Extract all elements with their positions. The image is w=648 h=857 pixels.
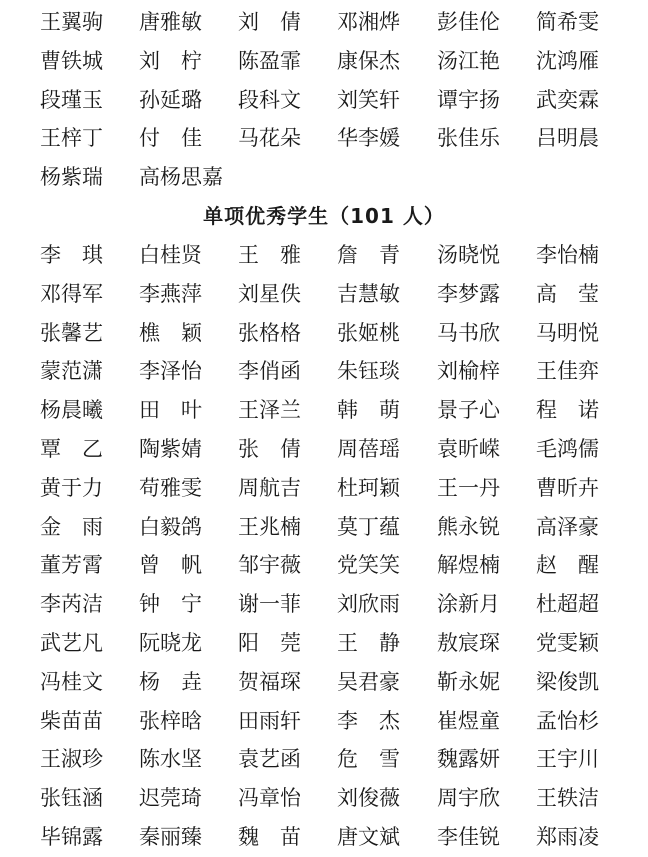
name-row <box>0 3 648 42</box>
student-name: 刘 柠 <box>139 48 202 73</box>
student-name: 梁俊凯 <box>536 669 599 694</box>
student-name: 周航吉 <box>238 475 301 500</box>
student-name: 敖宸琛 <box>437 630 500 655</box>
student-name: 阮晓龙 <box>139 630 202 655</box>
student-name: 谭宇扬 <box>437 87 500 112</box>
student-name: 杨 垚 <box>139 669 202 694</box>
name-row <box>0 779 648 818</box>
student-name: 王佳弈 <box>536 359 599 384</box>
student-name: 沈鸿雁 <box>536 48 599 73</box>
student-name: 魏露妍 <box>437 747 500 772</box>
student-name: 李燕萍 <box>139 281 202 306</box>
student-name: 王 静 <box>337 630 400 655</box>
student-name: 段科文 <box>238 87 301 112</box>
student-name: 魏 苗 <box>238 824 301 849</box>
student-name: 程 诺 <box>536 398 599 423</box>
student-name: 杜珂颖 <box>337 475 400 500</box>
student-name: 迟莞琦 <box>139 786 202 811</box>
student-name: 覃 乙 <box>40 436 103 461</box>
student-name: 张佳乐 <box>437 126 500 151</box>
student-name: 汤晓悦 <box>437 243 500 267</box>
student-name: 党雯颖 <box>536 630 599 655</box>
student-name: 刘星佚 <box>238 281 301 306</box>
student-name: 袁昕嵘 <box>437 436 500 461</box>
student-name: 金 雨 <box>40 514 103 539</box>
student-name: 高杨思嘉 <box>139 165 223 190</box>
student-name: 韩 萌 <box>337 398 400 423</box>
student-name: 孟怡杉 <box>536 708 599 733</box>
name-row <box>0 42 648 81</box>
student-name: 靳永妮 <box>437 669 500 694</box>
name-row <box>0 469 648 508</box>
student-name: 吴君豪 <box>337 669 400 694</box>
student-name: 王 雅 <box>238 243 301 267</box>
student-name: 王一丹 <box>437 475 500 500</box>
student-name: 刘欣雨 <box>337 592 400 617</box>
name-row <box>0 508 648 547</box>
student-name: 吉慧敏 <box>337 281 400 306</box>
student-name: 张梓晗 <box>139 708 202 733</box>
name-row <box>0 624 648 663</box>
student-name: 王兆楠 <box>238 514 301 539</box>
student-name: 刘笑轩 <box>337 87 400 112</box>
student-name: 樵 颖 <box>139 320 202 345</box>
student-name: 白桂贤 <box>139 243 202 267</box>
student-name: 张馨艺 <box>40 320 103 345</box>
student-name <box>238 158 338 197</box>
student-name: 苟雅雯 <box>139 475 202 500</box>
student-name: 武奕霖 <box>536 87 599 112</box>
student-name: 王宇川 <box>536 747 599 772</box>
student-name: 张钰涵 <box>40 786 103 811</box>
student-name: 汤江艳 <box>437 48 500 73</box>
student-name: 李 琪 <box>40 243 103 267</box>
student-name: 段瑾玉 <box>40 87 103 112</box>
student-name: 王梓丁 <box>40 126 103 151</box>
student-name: 田雨轩 <box>238 708 301 733</box>
student-name: 李怡楠 <box>536 243 599 267</box>
student-name: 赵 醒 <box>536 553 599 578</box>
name-row <box>0 546 648 585</box>
student-name: 莫丁蕴 <box>337 514 400 539</box>
student-name: 邓得军 <box>40 281 103 306</box>
student-name: 周宇欣 <box>437 786 500 811</box>
student-name: 彭佳伦 <box>437 10 500 34</box>
student-name: 周蓓瑶 <box>337 436 400 461</box>
student-name: 邹宇薇 <box>238 553 301 578</box>
student-name: 柴苗苗 <box>40 708 103 733</box>
student-name: 白毅鸽 <box>139 514 202 539</box>
student-name: 钟 宁 <box>139 592 202 617</box>
name-row <box>0 818 648 857</box>
student-name: 唐雅敏 <box>139 10 202 34</box>
student-name: 马花朵 <box>238 126 301 151</box>
student-name: 曹铁城 <box>40 48 103 73</box>
name-row <box>0 158 648 197</box>
student-name: 杜超超 <box>536 592 599 617</box>
student-name: 李泽怡 <box>139 359 202 384</box>
student-name: 康保杰 <box>337 48 400 73</box>
student-name: 马书欣 <box>437 320 500 345</box>
student-name: 孙延璐 <box>139 87 202 112</box>
student-name: 王翼驹 <box>40 10 103 34</box>
student-name: 谢一菲 <box>238 592 301 617</box>
student-name <box>437 158 537 197</box>
student-name: 李梦露 <box>437 281 500 306</box>
student-name: 涂新月 <box>437 592 500 617</box>
student-name: 冯章怡 <box>238 786 301 811</box>
student-name: 李 杰 <box>337 708 400 733</box>
student-name: 党笑笑 <box>337 553 400 578</box>
single-item-excellent-student-list <box>0 236 648 857</box>
student-name: 张 倩 <box>238 436 301 461</box>
student-name: 冯桂文 <box>40 669 103 694</box>
student-name: 王泽兰 <box>238 398 301 423</box>
name-row <box>0 236 648 275</box>
student-name: 马明悦 <box>536 320 599 345</box>
student-name: 王淑珍 <box>40 747 103 772</box>
student-name: 吕明晨 <box>536 126 599 151</box>
name-row <box>0 391 648 430</box>
student-name: 黄于力 <box>40 475 103 500</box>
student-name: 贺福琛 <box>238 669 301 694</box>
student-name: 邓湘烨 <box>337 10 400 34</box>
name-row <box>0 119 648 158</box>
name-row <box>0 430 648 469</box>
name-row <box>0 81 648 120</box>
student-name: 李芮洁 <box>40 592 103 617</box>
student-name: 杨紫瑞 <box>40 165 103 190</box>
student-name: 付 佳 <box>139 126 202 151</box>
student-name: 王轶洁 <box>536 786 599 811</box>
name-row <box>0 663 648 702</box>
student-name: 刘俊薇 <box>337 786 400 811</box>
student-name: 崔煜童 <box>437 708 500 733</box>
student-name: 毕锦露 <box>40 824 103 849</box>
student-name: 郑雨凌 <box>536 824 599 849</box>
student-name: 袁艺函 <box>238 747 301 772</box>
student-name: 高泽豪 <box>536 514 599 539</box>
student-name: 陶紫婧 <box>139 436 202 461</box>
section-title: 单项优秀学生（101 人） <box>203 204 445 228</box>
student-name: 华李媛 <box>337 126 400 151</box>
name-row <box>0 275 648 314</box>
student-name: 朱钰琰 <box>337 359 400 384</box>
student-name: 简希雯 <box>536 10 599 34</box>
student-name: 曾 帆 <box>139 553 202 578</box>
student-name: 熊永锐 <box>437 514 500 539</box>
student-name: 危 雪 <box>337 747 400 772</box>
student-name: 田 叶 <box>139 398 202 423</box>
student-name: 詹 青 <box>337 243 400 267</box>
student-name: 李俏函 <box>238 359 301 384</box>
name-row <box>0 702 648 741</box>
student-name: 刘 倩 <box>238 10 301 34</box>
student-name: 张姬桃 <box>337 320 400 345</box>
student-name <box>337 158 437 197</box>
student-name: 景子心 <box>437 398 500 423</box>
name-row <box>0 740 648 779</box>
name-row <box>0 314 648 353</box>
student-name: 杨晨曦 <box>40 398 103 423</box>
student-name <box>536 158 636 197</box>
student-name: 李佳锐 <box>437 824 500 849</box>
student-name: 刘榆梓 <box>437 359 500 384</box>
student-name: 张格格 <box>238 320 301 345</box>
student-name: 曹昕卉 <box>536 475 599 500</box>
name-row <box>0 585 648 624</box>
student-name: 唐文斌 <box>337 824 400 849</box>
name-row <box>0 352 648 391</box>
student-name: 陈水坚 <box>139 747 202 772</box>
student-name: 董芳霄 <box>40 553 103 578</box>
name-list-continued <box>0 3 648 197</box>
student-name: 毛鸿儒 <box>536 436 599 461</box>
student-name: 陈盈霏 <box>238 48 301 73</box>
student-name: 武艺凡 <box>40 630 103 655</box>
student-name: 阳 莞 <box>238 630 301 655</box>
student-name: 蒙范潇 <box>40 359 103 384</box>
student-name: 高 莹 <box>536 281 599 306</box>
student-name: 解煜楠 <box>437 553 500 578</box>
student-name: 秦丽臻 <box>139 824 202 849</box>
